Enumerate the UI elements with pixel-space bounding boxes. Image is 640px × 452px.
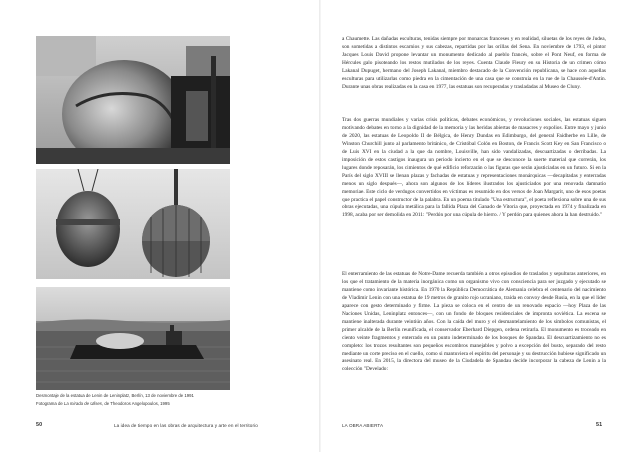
body-paragraph-1-text: a Chaumette. Las dañadas esculturas, tenidas siempre por monarcas franceses y en realidad, siluetas de los reyes de Judea, son sometidas a distintos escarnios y sus cabezas, repartidas por las orillas del Sena. En noviembre de 1793, el pintor Jacques Louis David propone levantar un monumento dedicado al pueblo francés, sobre el Pont Neuf, en forma de Hércules galo pisoteando los restos mutilados de los reyes. Cuenta Claude Fleury en su Historia de un crimen cómo Lakanal Dupuget, hermano del Joseph Lakanal, miembro destacado de la Convención republicana, se hace con aquellas esculturas para utilizarlas como piedra en la cimentación de una casa que se construía en la rue de la Chaussée-d'Antin. Durante unas obras realizadas en la casa en 1977, las estatuas son recuperadas y trasladadas al Museo de Cluny. — [342, 36, 606, 90]
body-paragraph-3 — [342, 271, 606, 374]
page-gutter — [319, 0, 321, 452]
photo-lenin-head-suspended — [36, 169, 230, 279]
caption-2-suffix: , de Theodoros Angelopoulos, 1995 — [101, 401, 170, 406]
photo-caption-2 — [36, 401, 236, 407]
photo-caption-1: Desmontaje de la estatua de Lenin de Leninplatz, Berlín, 13 de noviembre de 1991 — [36, 393, 194, 398]
right-running-head: LA OBRA ABIERTA — [342, 423, 384, 428]
photo-lenin-head-suspended-image — [36, 169, 230, 279]
body-paragraph-3-text: El enterramiento de las estatuas de Notre-Dame recuerda también a otros episodios de traslados y sepulturas anteriores, en los que el tratamiento de la materia inorgánica como un organismo vivo con consciencia para ser juzgado y ejecutado se mantiene como invariante histórica. En 1970 la República Democrática de Alemania celebra el centenario del nacimiento de Vladimir Lenin con una estatua de 19 metros de granito rojo ucraniano, traída en convoy desde Rusia, en la que el líder aparece con gesto determinado y firme. La pieza se coloca en el centro de un renovado espacio —hoy Plaza de las Naciones Unidas, Leninplatz entonces—, con un fondo de bloques residenciales de impronta soviética. La escena se mantiene inalterada durante veintiún años. Con la caída del muro y el desmantelamiento de los símbolos comunistas, el primer alcalde de la Berlín reunificada, el conservador Eberhard Diepgen, ordena retirarla. El monumento es troceado en ciento veinte fragmentos y enterrado en un punto indeterminado de los bosques de Spandau. El descuartizamiento no es completo: los trozos resultantes son pequeños escombros manejables y polvo a excepción del busto, separado del resto mediante un corte preciso en el cuello, como si mantuviera el espíritu del personaje y su destrucción hubiese significado un asesinato real. En 2015, la directora del museo de la Ciudadela de Spandau decide incorporar la cabeza de Lenin a la colección "Develado: — [342, 271, 606, 373]
photo-film-still-barge — [36, 287, 230, 390]
body-paragraph-2-text: Tras dos guerras mundiales y varias crisis políticas, debates económicos, y revoluciones sociales, las estatuas siguen motivando debates en torno a la dignidad de la memoria y las heridas abiertas de masacres y expolios. Entre mayo y junio de 2020, las estatuas de Leopoldo II de Bélgica, de Henry Dundas en Edimburgo, del general Faidherbe en Lille, de Winston Churchill junto al parlamento británico, de Cristóbal Colón en Boston, de Francis Scott Key en San Francisco o de Luis XVI en la ciudad a la que da nombre, Louisville, han sido vandalizadas, descuartizadas o derribadas. La imposición de estos castigos inaugura un periodo incierto en el que se desconoce la suerte material que correrán, los lugares donde reposarán, los cimientos de qué edificio reforzarán o las figuras que serán ajusticiadas en un futuro. Si en la París del siglo XVIII se llenan plazas y fachadas de estatuas y representaciones monárquicas —decapitadas y enterradas menos un siglo después—, ahora son algunos de los líderes ilustrados los ajusticiados por una renovada damnatio memoriae. Este ciclo de verdugos convertidos en víctimas es resumido en dos versos de Joan Margarit, uno de esos poetas que practica el papel constructor de la palabra. En un poema titulado "Una estructura", el poeta reflexiona sobre una de sus obras ejecutadas, una cúpula metálica para la fallida Plaza del Ganado de Vitoria que, proyectada en 1974 y finalizada en 1998, acaba por ser demolida en 2011: "Perdón por una cúpula de hierro. / Y perdón para quienes ahora la han destruido." — [342, 117, 606, 219]
right-page-number: 51 — [596, 422, 603, 428]
photo-lenin-statue-dismantling — [36, 36, 230, 164]
photo-film-still-barge-image — [36, 287, 230, 390]
caption-2-film-title: La mirada de Ulises — [63, 401, 102, 406]
left-page-number: 50 — [36, 422, 43, 428]
photo-lenin-statue-dismantling-image — [36, 36, 230, 164]
left-running-head: La idea de tiempo en las obras de arquitectura y arte en el territorio — [114, 423, 258, 428]
body-paragraph-2 — [342, 117, 606, 220]
caption-2-prefix: Fotograma de — [36, 401, 64, 406]
body-paragraph-1 — [342, 36, 606, 92]
